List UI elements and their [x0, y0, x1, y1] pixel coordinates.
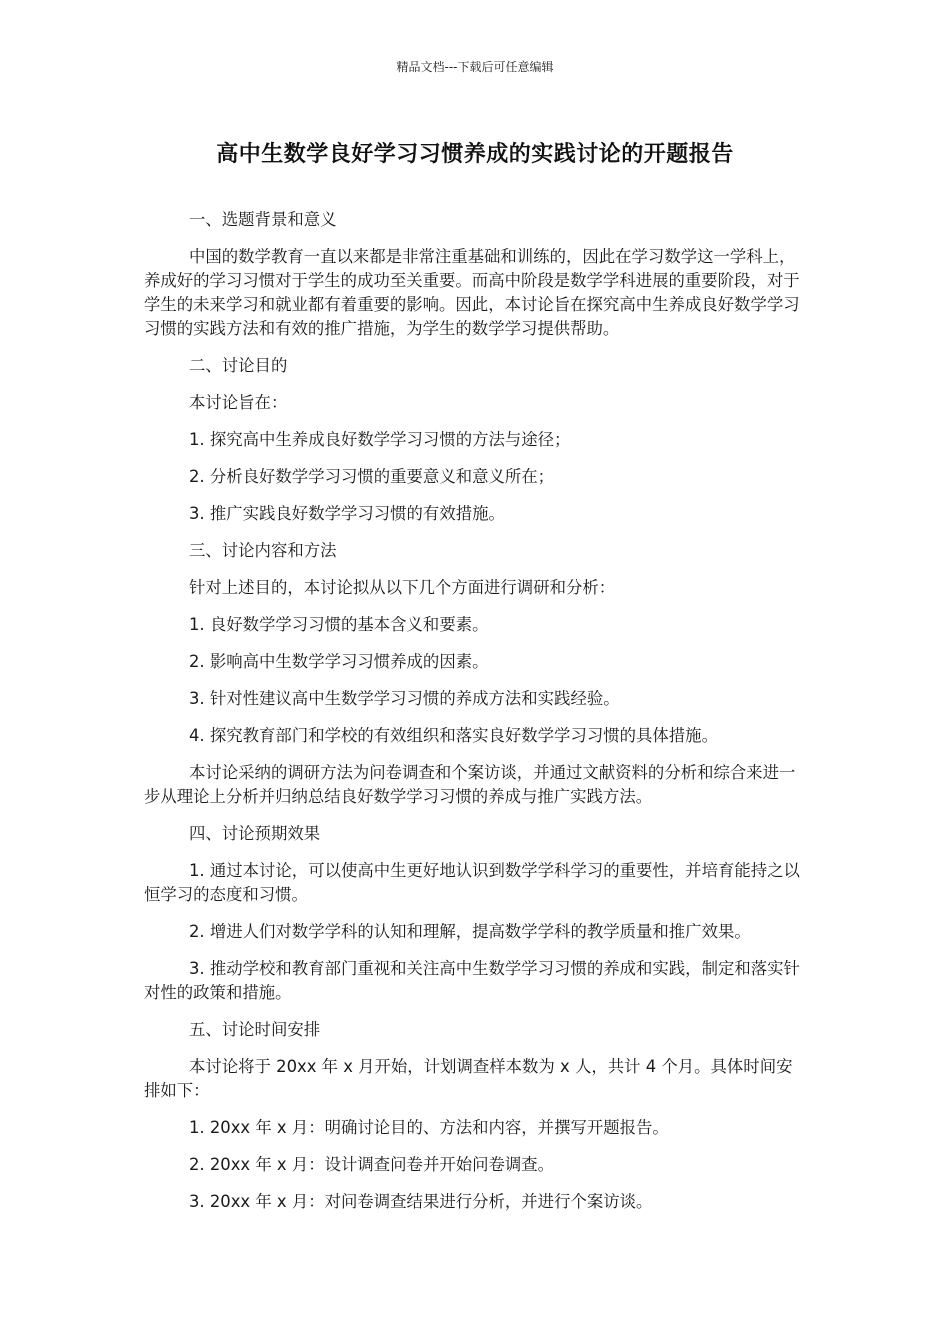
paragraph-background: 中国的数学教育一直以来都是非常注重基础和训练的，因此在学习数学这一学科上，养成好的学习习惯对于学生的成功至关重要。而高中阶段是数学学科进展的重要阶段，对于学生的未来学习和就业都有着重要的影响。因此，本讨论旨在探究高中生养成良好数学学习习惯的实践方法和有效的推广措施，为学生的数学学习提供帮助。 — [144, 247, 800, 338]
list-item: 3. 20xx 年 x 月：对问卷调查结果进行分析，并进行个案访谈。 — [189, 1192, 653, 1211]
list-item: 1. 良好数学学习习惯的基本含义和要素。 — [189, 615, 489, 634]
paragraph-methods: 本讨论采纳的调研方法为问卷调查和个案访谈，并通过文献资料的分析和综合来进一步从理论上分析并归纳总结良好数学学习习惯的养成与推广实践方法。 — [144, 763, 796, 806]
list-item: 2. 影响高中生数学学习习惯养成的因素。 — [189, 652, 489, 671]
list-item: 3. 推动学校和教育部门重视和关注高中生数学学习习惯的养成和实践，制定和落实针对性的政策和措施。 — [144, 959, 800, 1002]
list-item: 2. 增进人们对数学学科的认知和理解，提高数学学科的教学质量和推广效果。 — [189, 922, 751, 941]
list-item: 4. 探究教育部门和学校的有效组织和落实良好数学学习习惯的具体措施。 — [189, 726, 718, 745]
header-note: 精品文档---下载后可任意编辑 — [396, 60, 554, 74]
document-body — [144, 208, 808, 1227]
section-heading-background: 一、选题背景和意义 — [189, 210, 337, 229]
list-item: 1. 20xx 年 x 月：明确讨论目的、方法和内容，并撰写开题报告。 — [189, 1118, 669, 1137]
section-heading-effects: 四、讨论预期效果 — [189, 824, 321, 843]
document-title: 高中生数学良好学习习惯养成的实践讨论的开题报告 — [216, 142, 734, 167]
section-heading-content: 三、讨论内容和方法 — [189, 541, 337, 560]
list-item: 1. 探究高中生养成良好数学学习习惯的方法与途径； — [189, 430, 571, 449]
section-heading-purpose: 二、讨论目的 — [189, 356, 288, 375]
section-heading-schedule: 五、讨论时间安排 — [189, 1020, 321, 1039]
list-item: 2. 20xx 年 x 月：设计调查问卷并开始问卷调查。 — [189, 1155, 555, 1174]
list-item: 2. 分析良好数学学习习惯的重要意义和意义所在； — [189, 467, 555, 486]
list-item: 3. 推广实践良好数学学习习惯的有效措施。 — [189, 504, 505, 523]
paragraph-purpose-intro: 本讨论旨在： — [189, 393, 288, 412]
paragraph-content-intro: 针对上述目的，本讨论拟从以下几个方面进行调研和分析： — [189, 578, 616, 597]
list-item: 1. 通过本讨论，可以使高中生更好地认识到数学学科学习的重要性，并培育能持之以恒学习的态度和习惯。 — [144, 861, 800, 904]
list-item: 3. 针对性建议高中生数学学习习惯的养成方法和实践经验。 — [189, 689, 620, 708]
paragraph-schedule-intro: 本讨论将于 20xx 年 x 月开始，计划调查样本数为 x 人，共计 4 个月。具体时间安排如下： — [144, 1057, 793, 1100]
